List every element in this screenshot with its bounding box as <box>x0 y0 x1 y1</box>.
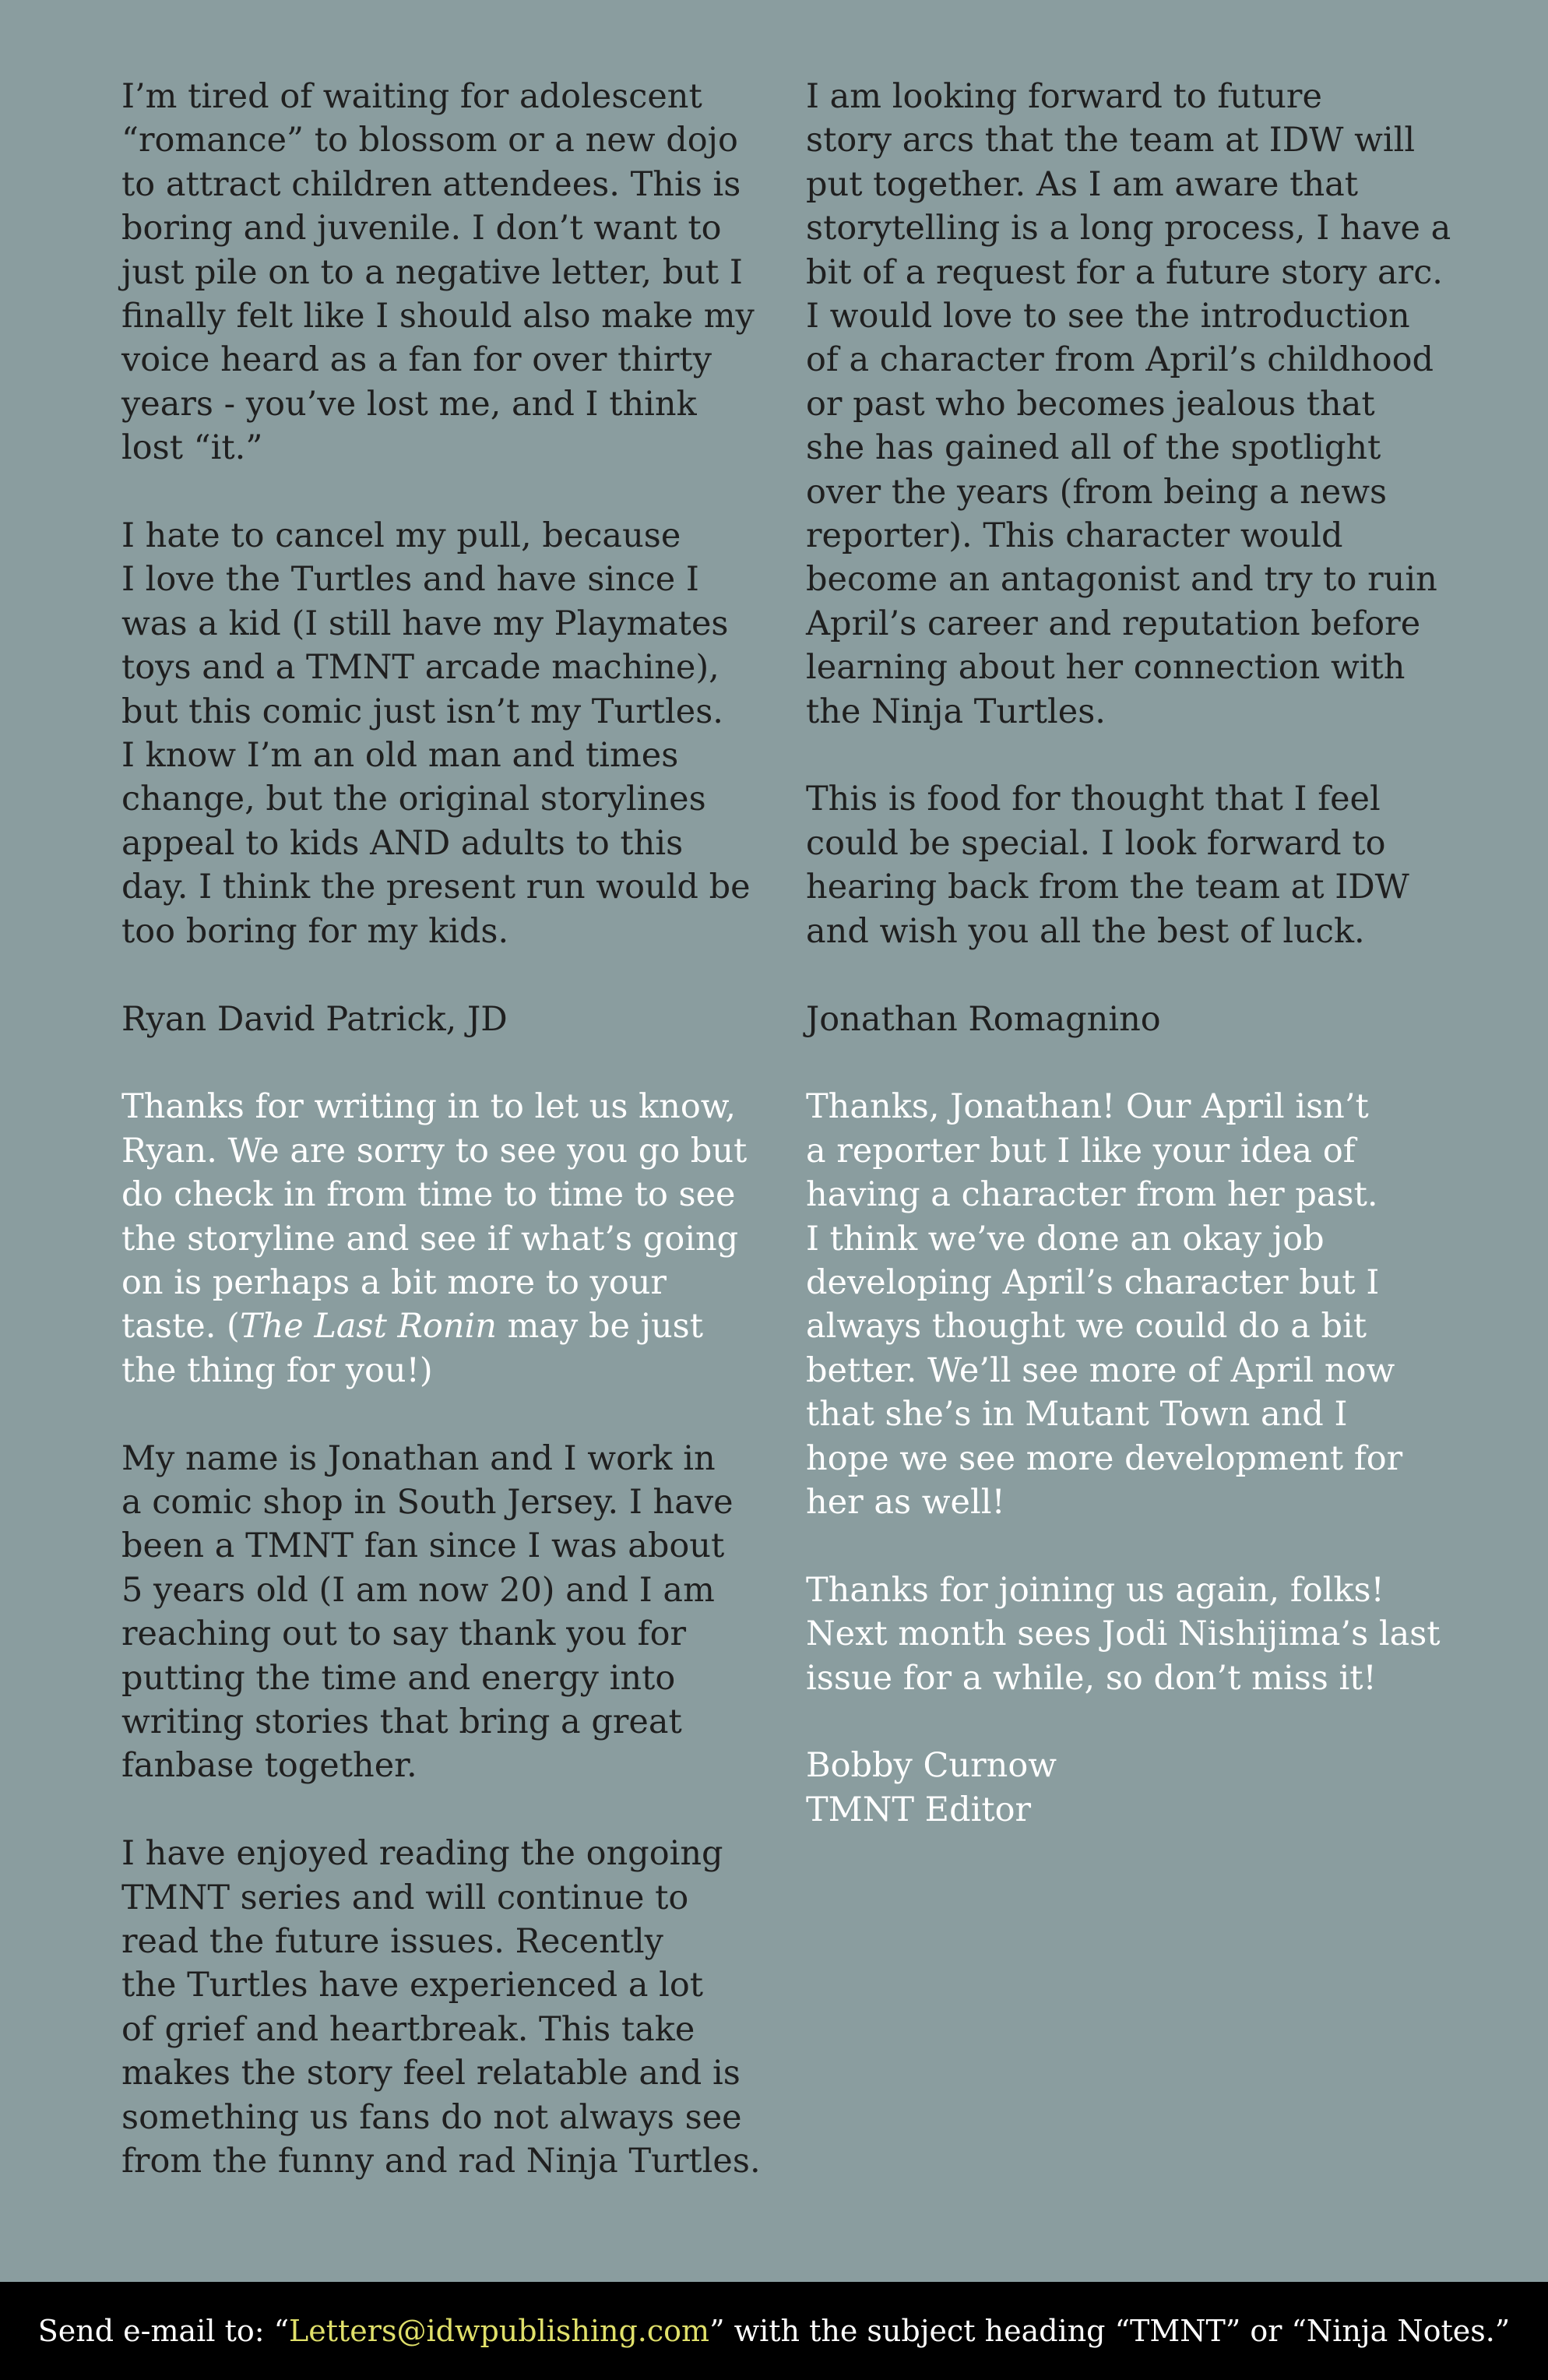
text-line <box>121 1304 779 1348</box>
text-line: I am looking forward to future <box>806 77 1322 116</box>
text-line: or past who becomes jealous that <box>806 384 1375 424</box>
text-line: This is food for thought that I feel <box>806 780 1381 819</box>
editor-reply <box>121 1085 779 1392</box>
text-line: the thing for you!) <box>121 1350 433 1390</box>
paragraph-gap <box>121 1392 779 1436</box>
text-line: Ryan David Patrick, JD <box>121 999 508 1039</box>
book-title: The Last Ronin <box>239 1307 497 1347</box>
paragraph-gap <box>121 1788 779 1832</box>
editor-reply <box>806 1085 1464 1524</box>
text-line: was a kid (I still have my Playmates <box>121 604 729 643</box>
text-line: toys and a TMNT arcade machine), <box>121 648 719 688</box>
text-line: do check in from time to time to see <box>121 1175 736 1215</box>
text-line: My name is Jonathan and I work in <box>121 1438 716 1478</box>
text-line: I have enjoyed reading the ongoing <box>121 1834 723 1874</box>
text-line: the Ninja Turtles. <box>806 692 1106 731</box>
text-line: I think we’ve done an okay job <box>806 1219 1325 1259</box>
letter-paragraph <box>121 75 779 470</box>
text-line: too boring for my kids. <box>121 911 509 951</box>
text-line: to attract children attendees. This is <box>121 164 741 204</box>
text-line: over the years (from being a news <box>806 472 1388 512</box>
text-line: her as well! <box>806 1482 1005 1522</box>
text-line: issue for a while, so don’t miss it! <box>806 1658 1377 1698</box>
text-line: reporter). This character would <box>806 516 1343 556</box>
text-line: change, but the original storylines <box>121 780 706 819</box>
letter-paragraph <box>806 777 1464 953</box>
editor-reply <box>806 1744 1464 1832</box>
paragraph-gap <box>121 953 779 997</box>
right-column <box>806 75 1464 1832</box>
left-column <box>121 75 779 2183</box>
letter-paragraph <box>806 75 1464 734</box>
paragraph-gap <box>121 1041 779 1085</box>
paragraph-gap <box>806 1524 1464 1568</box>
email-footer <box>0 2282 1548 2380</box>
text-run: taste. ( <box>121 1307 240 1347</box>
text-line: TMNT series and will continue to <box>121 1878 689 1917</box>
text-line: storytelling is a long process, I have a <box>806 209 1451 248</box>
text-line: bit of a request for a future story arc. <box>806 252 1443 292</box>
footer-prefix: Send e-mail to: “ <box>37 2314 290 2348</box>
letter-paragraph <box>121 998 779 1041</box>
text-line: I would love to see the introduction <box>806 297 1410 336</box>
text-line: could be special. I look forward to <box>806 823 1386 863</box>
text-line: been a TMNT fan since I was about <box>121 1526 725 1566</box>
text-line: hearing back from the team at IDW <box>806 868 1409 907</box>
text-line: hope we see more development for <box>806 1438 1403 1478</box>
text-line: April’s career and reputation before <box>806 604 1421 643</box>
paragraph-gap <box>806 734 1464 777</box>
text-line: something us fans do not always see <box>121 2097 742 2137</box>
text-line: “romance” to blossom or a new dojo <box>121 121 738 160</box>
text-line: put together. As I am aware that <box>806 164 1359 204</box>
text-line: become an antagonist and try to ruin <box>806 560 1437 600</box>
text-line: boring and juvenile. I don’t want to <box>121 209 722 248</box>
text-line: developing April’s character but I <box>806 1262 1380 1302</box>
text-line: a reporter but I like your idea of <box>806 1131 1356 1171</box>
text-line: Jonathan Romagnino <box>806 999 1161 1039</box>
text-line: I hate to cancel my pull, because <box>121 516 681 556</box>
text-line: and wish you all the best of luck. <box>806 911 1365 951</box>
text-line: read the future issues. Recently <box>121 1921 663 1961</box>
text-line: I love the Turtles and have since I <box>121 560 699 600</box>
text-line: Ryan. We are sorry to see you go but <box>121 1131 748 1171</box>
text-line: fanbase together. <box>121 1746 417 1786</box>
text-line: writing stories that bring a great <box>121 1702 682 1741</box>
text-line: story arcs that the team at IDW will <box>806 121 1416 160</box>
text-line: always thought we could do a bit <box>806 1307 1367 1347</box>
text-line: on is perhaps a bit more to your <box>121 1262 667 1302</box>
text-line: but this comic just isn’t my Turtles. <box>121 692 723 731</box>
text-line: that she’s in Mutant Town and I <box>806 1395 1348 1435</box>
text-line: voice heard as a fan for over thirty <box>121 340 712 380</box>
text-line: from the funny and rad Ninja Turtles. <box>121 2142 761 2181</box>
text-line: putting the time and energy into <box>121 1658 676 1698</box>
paragraph-gap <box>806 953 1464 997</box>
text-line: a comic shop in South Jersey. I have <box>121 1482 734 1522</box>
text-line: better. We’ll see more of April now <box>806 1350 1395 1390</box>
paragraph-gap <box>121 470 779 514</box>
text-line: the Turtles have experienced a lot <box>121 1966 704 2005</box>
text-line: lost “it.” <box>121 428 263 468</box>
text-line: the storyline and see if what’s going <box>121 1219 739 1259</box>
text-line: just pile on to a negative letter, but I <box>121 252 743 292</box>
text-line: of a character from April’s childhood <box>806 340 1434 380</box>
text-line: I know I’m an old man and times <box>121 736 679 776</box>
text-line: she has gained all of the spotlight <box>806 428 1381 468</box>
paragraph-gap <box>806 1041 1464 1085</box>
text-line: I’m tired of waiting for adolescent <box>121 77 702 116</box>
text-line: Next month sees Jodi Nishijima’s last <box>806 1614 1441 1654</box>
text-line: makes the story feel relatable and is <box>121 2054 741 2093</box>
email-link[interactable]: Letters@idwpublishing.com <box>289 2314 710 2348</box>
text-line: Thanks for writing in to let us know, <box>121 1087 737 1127</box>
text-line: Thanks for joining us again, folks! <box>806 1570 1384 1610</box>
letter-paragraph <box>121 514 779 953</box>
text-line: of grief and heartbreak. This take <box>121 2009 695 2049</box>
text-line: reaching out to say thank you for <box>121 1614 687 1654</box>
text-line: finally felt like I should also make my <box>121 297 755 336</box>
letter-paragraph <box>121 1437 779 1788</box>
text-line: Thanks, Jonathan! Our April isn’t <box>806 1087 1369 1127</box>
editor-reply <box>806 1568 1464 1700</box>
text-line: 5 years old (I am now 20) and I am <box>121 1570 715 1610</box>
paragraph-gap <box>806 1700 1464 1744</box>
text-line: Bobby Curnow <box>806 1746 1057 1786</box>
footer-suffix: ” with the subject heading “TMNT” or “Ninja Notes.” <box>709 2314 1511 2348</box>
text-line: having a character from her past. <box>806 1175 1378 1215</box>
text-line: learning about her connection with <box>806 648 1406 688</box>
letter-paragraph <box>806 998 1464 1041</box>
letter-paragraph <box>121 1832 779 2183</box>
text-line: years - you’ve lost me, and I think <box>121 384 697 424</box>
text-line: TMNT Editor <box>806 1790 1032 1829</box>
text-run: may be just <box>496 1307 703 1347</box>
text-line: appeal to kids AND adults to this <box>121 823 684 863</box>
text-line: day. I think the present run would be <box>121 868 751 907</box>
